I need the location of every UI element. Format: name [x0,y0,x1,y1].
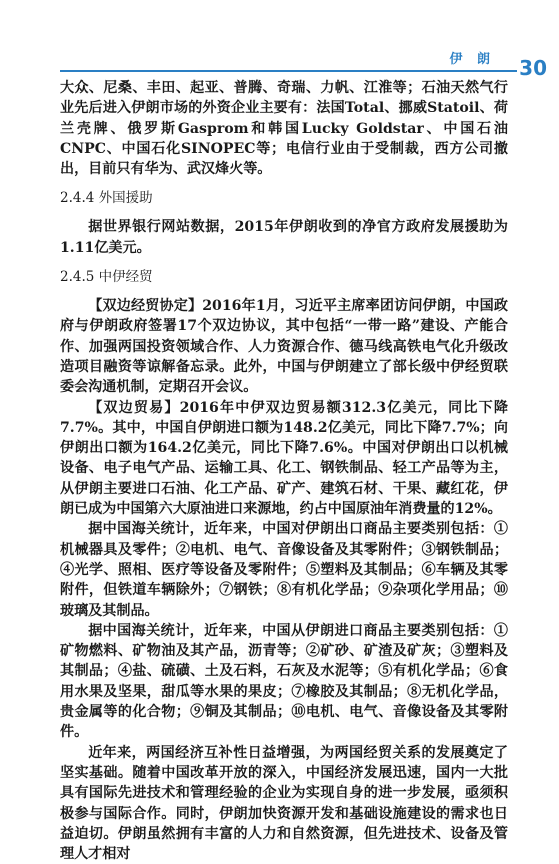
header-country: 伊 朗 [449,52,495,67]
page-header [0,0,559,80]
paragraph-foreign-aid: 据世界银行网站数据，2015年伊朗收到的净官方政府发展援助为1.11亿美元。 [60,219,508,256]
paragraph-exports: 据中国海关统计，近年来，中国对伊朗出口商品主要类别包括：①机械器具及零件；②电机、电气、音像设备及其零附件；③钢铁制品；④光学、照相、医疗等设备及零附件；⑤塑料及其制品；⑥车辆及其零附件，但铁道车辆除外；⑦钢铁；⑧有机化学品；⑨杂项化学用品；⑩玻璃及其制品。 [60,521,508,619]
header-rule [60,70,517,72]
page-body [60,78,508,864]
section-heading-china-iran-trade: 2.4.5 中伊经贸 [60,269,153,286]
paragraph-imports: 据中国海关统计，近年来，中国从伊朗进口商品主要类别包括：①矿物燃料、矿物油及其产品，沥青等；②矿砂、矿渣及矿灰；③塑料及其制品；④盐、硫磺、土及石料，石灰及水泥等；⑤有机化学品；⑥食用水果及坚果，甜瓜等水果的果皮；⑦橡胶及其制品；⑧无机化学品，贵金属等的化合物；⑨铜及其制品；⑩电机、电气、音像设备及其零附件。 [60,622,508,741]
paragraph-bilateral-agreement: 【双边经贸协定】2016年1月，习近平主席率团访问伊朗，中国政府与伊朗政府签署17个双边协议，其中包括“一带一路”建设、产能合作、加强两国投资领域合作、人力资源合作、德马线高铁电气化升级改造项目融资等谅解备忘录。此外，中国与伊朗建立了部长级中伊经贸联委会沟通机制，定期召开会议。 [60,298,508,396]
section-heading-foreign-aid: 2.4.4 外国援助 [60,190,153,207]
paragraph-foreign-enterprises: 大众、尼桑、丰田、起亚、普腾、奇瑞、力帆、江淮等；石油天然气行业先后进入伊朗市场的外资企业主要有：法国Total、挪威Statoil、荷兰壳牌、俄罗斯Gasprom和韩国Lucky Goldstar、中国石油CNPC、中国石化SINOPEC等；电信行业由于受制裁，西方公司撤出，目前只有华为、武汉烽火等。 [60,80,508,178]
paragraph-complementarity: 近年来，两国经济互补性日益增强，为两国经贸关系的发展奠定了坚实基础。随着中国改革开放的深入，中国经济发展迅速，国内一大批具有国际先进技术和管理经验的企业为实现自身的进一步发展，亟须积极参与国际合作。同时，伊朗加快资源开发和基础设施建设的需求也日益迫切。伊朗虽然拥有丰富的人力和自然资源，但先进技术、设备及管理人才相对 [60,744,508,863]
paragraph-bilateral-trade: 【双边贸易】2016年中伊双边贸易额312.3亿美元，同比下降7.7%。其中，中国自伊朗进口额为148.2亿美元，同比下降7.7%；向伊朗出口额为164.2亿美元，同比下降7.6%。中国对伊朗出口以机械设备、电子电气产品、运输工具、化工、钢铁制品、轻工产品等为主，从伊朗主要进口石油、化工产品、矿产、建筑石材、干果、藏红花，伊朗已成为中国第六大原油进口来源地，约占中国原油年消费量的12%。 [60,399,508,518]
page-number: 30 [519,56,547,80]
